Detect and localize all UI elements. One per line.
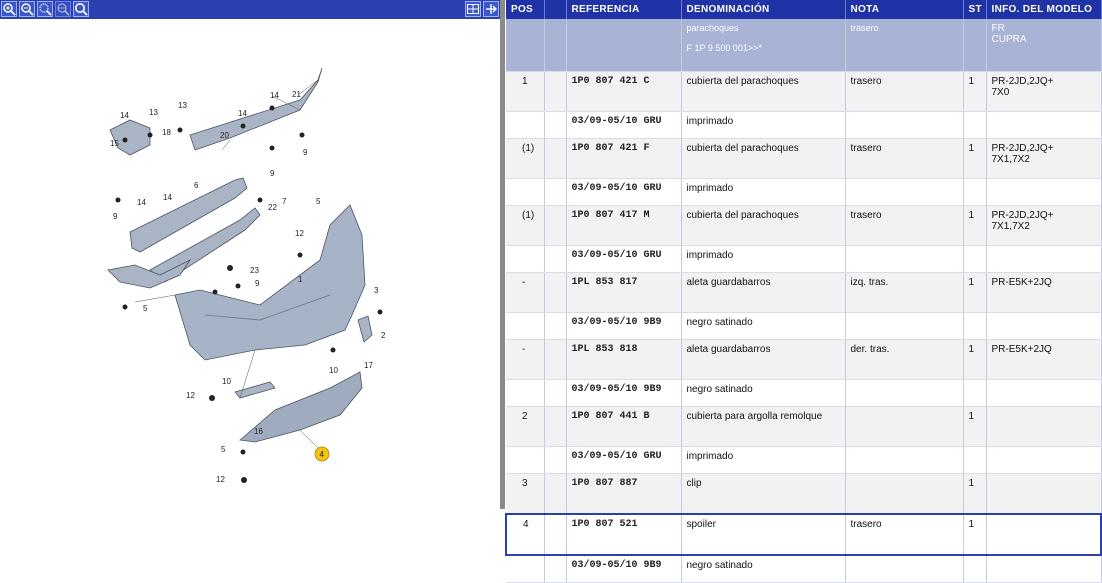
expand-button[interactable] <box>483 1 499 17</box>
table-row[interactable] <box>506 273 1101 313</box>
expand-arrows-icon <box>484 2 498 16</box>
col-denominacion[interactable]: DENOMINACIÓN <box>681 0 845 19</box>
group-info: FR CUPRA <box>986 19 1101 72</box>
zoom-in-button[interactable] <box>1 1 17 17</box>
table-subrow[interactable] <box>506 380 1101 407</box>
row-date-code: 03/09-05/10 9B9 <box>566 555 681 583</box>
row-date-code: 03/09-05/10 9B9 <box>566 380 681 407</box>
callout-22[interactable]: 22 <box>268 203 277 212</box>
callout-12[interactable]: 12 <box>186 391 195 400</box>
row-st: 1 <box>963 407 986 447</box>
row-finish: negro satinado <box>681 555 845 583</box>
table-header <box>506 0 1101 19</box>
callout-14[interactable]: 14 <box>137 198 146 207</box>
row-referencia: 1P0 807 887 <box>566 474 681 515</box>
callout-14[interactable]: 14 <box>238 109 247 118</box>
table-row[interactable] <box>506 474 1101 515</box>
row-info: PR-2JD,2JQ+ 7X0 <box>986 72 1101 112</box>
row-st: 1 <box>963 514 986 555</box>
row-denominacion: cubierta para argolla remolque <box>681 407 845 447</box>
zoom-in-icon <box>2 2 16 16</box>
callout-16[interactable]: 16 <box>254 427 263 436</box>
search-icon <box>74 2 88 16</box>
row-referencia: 1P0 807 417 M <box>566 206 681 246</box>
group-nota: trasero <box>845 19 963 72</box>
svg-text:4: 4 <box>319 450 324 459</box>
row-st: 1 <box>963 139 986 179</box>
row-denominacion: clip <box>681 474 845 515</box>
fender-flare-part <box>358 316 372 342</box>
row-pos: (1) <box>506 206 544 246</box>
row-nota: der. tras. <box>845 340 963 380</box>
panel-layout-button[interactable] <box>465 1 481 17</box>
row-referencia: 1P0 807 421 F <box>566 139 681 179</box>
row-st: 1 <box>963 206 986 246</box>
callout-20[interactable]: 20 <box>220 131 229 140</box>
row-info <box>986 514 1101 555</box>
parts-exploded-diagram[interactable] <box>0 20 500 509</box>
row-pos: 2 <box>506 407 544 447</box>
row-denominacion: cubierta del parachoques <box>681 72 845 112</box>
row-finish: imprimado <box>681 447 845 474</box>
callout-15[interactable]: 15 <box>110 139 119 148</box>
col-st[interactable]: ST <box>963 0 986 19</box>
zoom-fit-button[interactable] <box>55 1 71 17</box>
group-denominacion: parachoques F 1P 9 500 001>>* <box>681 19 845 72</box>
row-info: PR-2JD,2JQ+ 7X1,7X2 <box>986 206 1101 246</box>
table-row[interactable] <box>506 139 1101 179</box>
callout-1[interactable]: 1 <box>298 275 303 284</box>
col-pos[interactable]: POS <box>506 0 544 19</box>
row-nota: trasero <box>845 514 963 555</box>
zoom-out-icon <box>20 2 34 16</box>
row-referencia: 1PL 853 818 <box>566 340 681 380</box>
row-st: 1 <box>963 340 986 380</box>
row-nota: trasero <box>845 139 963 179</box>
row-finish: imprimado <box>681 112 845 139</box>
col-nota[interactable]: NOTA <box>845 0 963 19</box>
row-pos: (1) <box>506 139 544 179</box>
table-subrow[interactable] <box>506 313 1101 340</box>
diagram-panel <box>0 0 500 509</box>
table-row[interactable] <box>506 206 1101 246</box>
row-denominacion: aleta guardabarros <box>681 340 845 380</box>
row-date-code: 03/09-05/10 GRU <box>566 112 681 139</box>
callout-9[interactable]: 9 <box>303 148 308 157</box>
callout-13[interactable]: 13 <box>178 101 187 110</box>
table-subrow[interactable] <box>506 112 1101 139</box>
row-info <box>986 407 1101 447</box>
row-st: 1 <box>963 273 986 313</box>
row-info: PR-2JD,2JQ+ 7X1,7X2 <box>986 139 1101 179</box>
row-denominacion: spoiler <box>681 514 845 555</box>
callout-21[interactable]: 21 <box>292 90 301 99</box>
callout-5[interactable]: 5 <box>221 445 226 454</box>
row-nota <box>845 474 963 515</box>
row-pos: - <box>506 340 544 380</box>
callout-14[interactable]: 14 <box>163 193 172 202</box>
row-st: 1 <box>963 72 986 112</box>
callout-9[interactable]: 9 <box>113 212 118 221</box>
table-row[interactable] <box>506 340 1101 380</box>
row-pos: 4 <box>506 514 544 555</box>
table-subrow[interactable] <box>506 179 1101 206</box>
row-date-code: 03/09-05/10 GRU <box>566 246 681 273</box>
callout-7[interactable]: 7 <box>282 197 287 206</box>
row-info <box>986 474 1101 515</box>
row-date-code: 03/09-05/10 GRU <box>566 179 681 206</box>
callout-3[interactable]: 3 <box>374 286 379 295</box>
callout-6[interactable]: 6 <box>194 181 199 190</box>
zoom-area-button[interactable] <box>37 1 53 17</box>
row-pos: 3 <box>506 474 544 515</box>
table-row[interactable] <box>506 514 1101 555</box>
callout-14[interactable]: 14 <box>120 111 129 120</box>
row-referencia: 1P0 807 421 C <box>566 72 681 112</box>
group-header-row <box>506 19 1101 72</box>
upper-bracket-part <box>190 68 322 150</box>
row-referencia: 1P0 807 441 B <box>566 407 681 447</box>
row-info: PR-E5K+2JQ <box>986 273 1101 313</box>
row-denominacion: cubierta del parachoques <box>681 206 845 246</box>
zoom-fit-icon <box>56 2 70 16</box>
row-date-code: 03/09-05/10 9B9 <box>566 313 681 340</box>
search-button[interactable] <box>73 1 89 17</box>
callout-12[interactable]: 12 <box>295 229 304 238</box>
callout-14[interactable]: 14 <box>270 91 279 100</box>
table-row[interactable] <box>506 72 1101 112</box>
row-denominacion: aleta guardabarros <box>681 273 845 313</box>
table-subrow[interactable] <box>506 447 1101 474</box>
row-date-code: 03/09-05/10 GRU <box>566 447 681 474</box>
callout-9[interactable]: 9 <box>270 169 275 178</box>
left-mount-part <box>110 120 150 155</box>
col-info-modelo[interactable]: INFO. DEL MODELO <box>986 0 1101 19</box>
table-row[interactable] <box>506 407 1101 447</box>
callout-13[interactable]: 13 <box>149 108 158 117</box>
callout-12[interactable]: 12 <box>216 475 225 484</box>
row-nota <box>845 407 963 447</box>
callout-10[interactable]: 10 <box>222 377 231 386</box>
row-finish: negro satinado <box>681 380 845 407</box>
callout-2[interactable]: 2 <box>381 331 386 340</box>
col-referencia[interactable]: REFERENCIA <box>566 0 681 19</box>
zoom-out-button[interactable] <box>19 1 35 17</box>
impact-absorber-part <box>130 178 247 252</box>
row-denominacion: cubierta del parachoques <box>681 139 845 179</box>
row-referencia: 1PL 853 817 <box>566 273 681 313</box>
row-nota: trasero <box>845 72 963 112</box>
row-pos: 1 <box>506 72 544 112</box>
table-subrow[interactable] <box>506 246 1101 273</box>
callout-4-selected[interactable] <box>315 447 329 461</box>
diagram-toolbar <box>0 0 500 19</box>
row-st: 1 <box>963 474 986 515</box>
row-info: PR-E5K+2JQ <box>986 340 1101 380</box>
callout-9[interactable]: 9 <box>255 279 260 288</box>
row-finish: negro satinado <box>681 313 845 340</box>
callout-10[interactable]: 10 <box>329 366 338 375</box>
callout-23[interactable]: 23 <box>250 266 259 275</box>
callout-18[interactable]: 18 <box>162 128 171 137</box>
table-subrow[interactable] <box>506 555 1101 583</box>
row-finish: imprimado <box>681 246 845 273</box>
parts-list <box>505 0 1100 571</box>
zoom-area-icon <box>38 2 52 16</box>
row-referencia: 1P0 807 521 <box>566 514 681 555</box>
col-blank[interactable] <box>544 0 566 19</box>
callout-5[interactable]: 5 <box>316 197 321 206</box>
panel-layout-icon <box>466 2 480 16</box>
row-nota: trasero <box>845 206 963 246</box>
row-finish: imprimado <box>681 179 845 206</box>
row-pos: - <box>506 273 544 313</box>
bumper-cover-part <box>175 205 365 360</box>
callout-17[interactable]: 17 <box>364 361 373 370</box>
row-nota: izq. tras. <box>845 273 963 313</box>
callout-5[interactable]: 5 <box>143 304 148 313</box>
